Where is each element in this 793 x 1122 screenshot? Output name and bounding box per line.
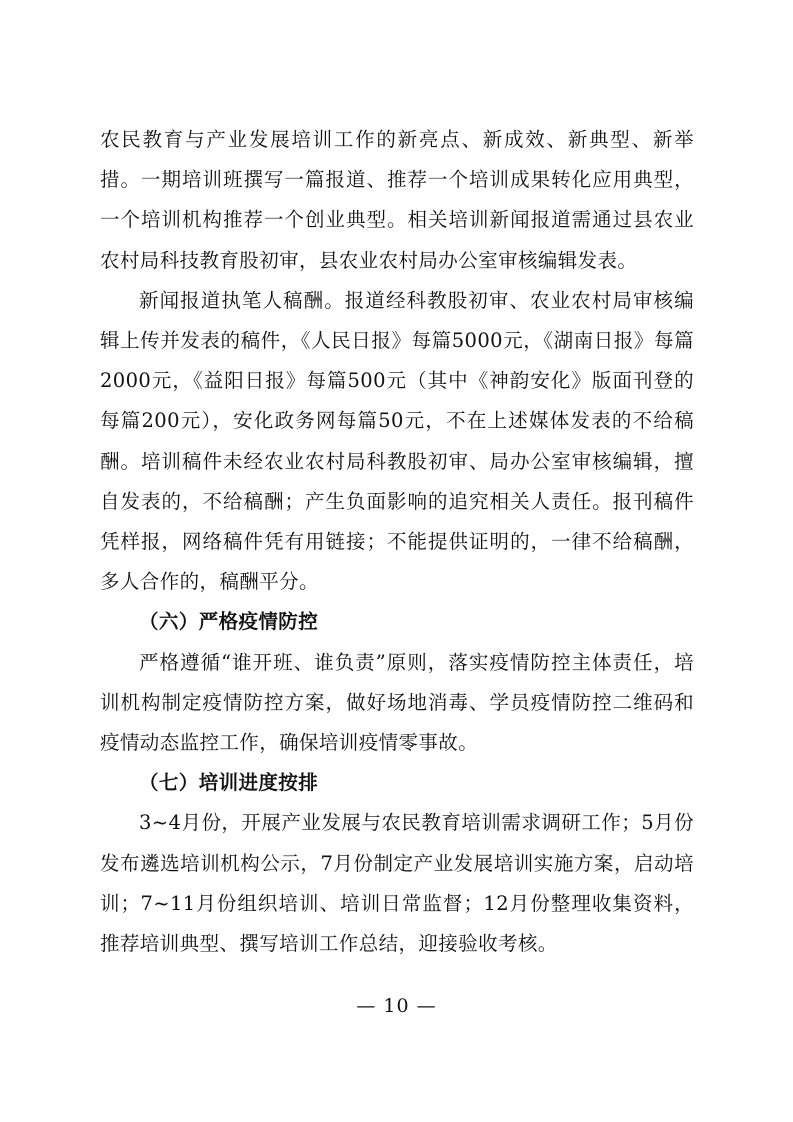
paragraph-epidemic-control: 严格遵循“谁开班、谁负责”原则，落实疫情防控主体责任，培训机构制定疫情防控方案，做好场地消毒、学员疫情防控二维码和疫情动态监控工作，确保培训疫情零事故。 xyxy=(100,650,694,755)
document-body xyxy=(100,120,694,964)
section-heading-training-schedule: （七）培训进度按排 xyxy=(139,771,319,795)
section-heading-epidemic-control: （六）严格疫情防控 xyxy=(139,610,319,634)
page-number: — 10 — xyxy=(356,995,437,1017)
paragraph-training-schedule: 3~4月份，开展产业发展与农民教育培训需求调研工作；5月份发布遴选培训机构公示，7月份制定产业发展培训实施方案，启动培训；7~11月份组织培训、培训日常监督；12月份整理收集资料，推荐培训典型、撰写培训工作总结，迎接验收考核。 xyxy=(100,811,694,956)
paragraph-training-news: 农民教育与产业发展培训工作的新亮点、新成效、新典型、新举措。一期培训班撰写一篇报道、推荐一个培训成果转化应用典型，一个培训机构推荐一个创业典型。相关培训新闻报道需通过县农业农村局科技教育股初审，县农业农村局办公室审核编辑发表。 xyxy=(100,128,694,272)
paragraph-author-fees: 新闻报道执笔人稿酬。报道经科教股初审、农业农村局审核编辑上传并发表的稿件，《人民日报》每篇5000元，《湖南日报》每篇2000元，《益阳日报》每篇500元（其中《神韵安化》版面刊登的每篇200元），安化政务网每篇50元，不在上述媒体发表的不给稿酬。培训稿件未经农业农村局科教股初审、局办公室审核编辑，擅自发表的，不给稿酬；产生负面影响的追究相关人责任。报刊稿件凭样报，网络稿件凭有用链接；不能提供证明的，一律不给稿酬，多人合作的，稿酬平分。 xyxy=(100,288,694,594)
